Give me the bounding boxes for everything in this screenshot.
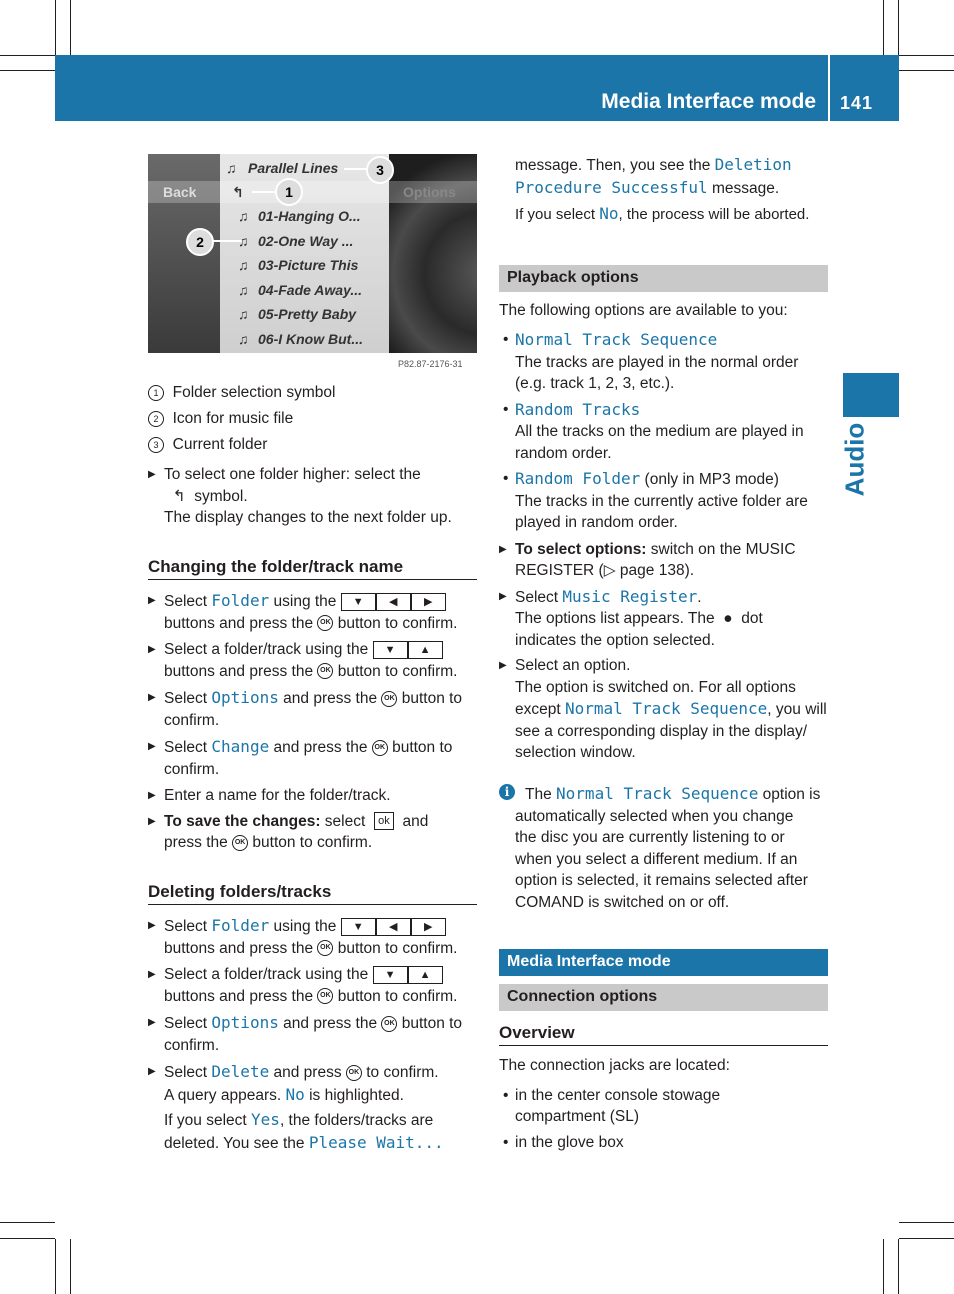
crop-mark: [883, 1239, 884, 1294]
screenshot-options-label: Options: [403, 184, 456, 200]
info-note: i The Normal Track Sequence option is automatically selected when you change the disc you are currently listening to or when you select a different medium. If an option is selected, it remains selected after COMAND is switched on or off.: [515, 783, 835, 913]
crop-mark: [899, 70, 954, 71]
connection-jacks: The connection jacks are located: • in the center console stowage compartment (SL) • in the glove box: [499, 1057, 730, 1151]
screenshot-code: P82.87-2176-31: [398, 359, 463, 369]
heading-rule: [499, 1045, 828, 1046]
heading-rule: [148, 904, 477, 905]
crop-mark: [898, 1239, 899, 1294]
crop-mark: [899, 55, 954, 56]
crop-mark: [70, 1239, 71, 1294]
crop-mark: [55, 0, 56, 55]
playback-options-list: • Normal Track Sequence The tracks are played in the normal order (e.g. track 1, 2, 3, etc.). • Random Tracks All the tracks on the medium are played in random order. • Random Folder (only in MP3 mode) The tracks in the currently active folder are played in random order. ▶ To select options: switch on the MUSIC REGISTER (▷ page 138). ▶ Select Music Register. The options list appears. The ● dot indicates the option selected. ▶ Select an option. The option is switched on. For all options except Normal Track Sequence, you will see a corresponding display in the display/ selection window.: [515, 329, 835, 764]
chapter-tab: [843, 373, 899, 417]
crop-mark: [898, 0, 899, 55]
screenshot-folder-icon: ♫: [226, 160, 237, 176]
ok-icon: OK: [381, 691, 397, 707]
crop-mark: [0, 1238, 55, 1239]
screenshot-current-folder: Parallel Lines: [248, 160, 339, 176]
legend-item: 2 Icon for music file: [148, 408, 293, 430]
screenshot-back-label: Back: [163, 184, 197, 200]
crop-mark: [899, 1238, 954, 1239]
screenshot-track: 02-One Way ...: [258, 232, 354, 249]
screenshot-track: 01-Hanging O...: [258, 208, 361, 224]
crop-mark: [899, 1222, 954, 1223]
chapter-label: Audio: [839, 422, 870, 497]
ok-icon: OK: [346, 1065, 362, 1081]
music-file-icon: ♫: [238, 331, 249, 347]
header-divider: [828, 55, 830, 121]
step-folder-up: ▶ To select one folder higher: select the ↰ symbol. The display changes to the next folder up.: [164, 464, 484, 529]
up-folder-icon: ↰: [172, 487, 186, 505]
screenshot-track: 04-Fade Away...: [258, 281, 363, 298]
ok-icon: OK: [317, 940, 333, 956]
callout-3: 3: [366, 156, 394, 184]
info-icon: i: [499, 784, 515, 800]
callout-2: 2: [186, 228, 214, 256]
music-file-icon: ♫: [238, 306, 249, 323]
ok-icon: OK: [232, 835, 248, 851]
deletion-message: message. Then, you see the Deletion Procedure Successful message. If you select No, the process will be aborted.: [515, 155, 810, 223]
ok-icon: OK: [317, 988, 333, 1004]
section-bar-playback: Playback options: [499, 265, 828, 292]
option-random-tracks: Random Tracks: [515, 399, 641, 419]
crop-mark: [55, 1239, 56, 1294]
crop-mark: [0, 55, 55, 56]
dot-icon: ●: [723, 610, 733, 627]
legend-item: 3 Current folder: [148, 434, 267, 456]
heading-overview: Overview: [499, 1023, 575, 1042]
screenshot-track: 05-Pretty Baby: [258, 306, 357, 323]
crop-mark: [70, 0, 71, 55]
music-file-icon: ♫: [238, 257, 249, 274]
steps-change-name: ▶ Select Folder using the ▼ ◀ ▶ buttons and press the OK button to confirm. ▶ Select a folder/track using the ▼ ▲ buttons and press the OK button to confirm. ▶ Select Options and press the OK button to confirm. ▶ Select Change and press the OK button to confirm. ▶ Enter a name for the folder/track. ▶ To save the changes: select ok and press the OK button to confirm.: [164, 590, 484, 854]
screenshot-track: 03-Picture This: [258, 257, 359, 274]
screenshot-up-icon: ↰: [232, 184, 244, 200]
crop-mark: [883, 0, 884, 55]
music-file-icon: ♫: [238, 281, 249, 298]
page-title: Media Interface mode: [601, 90, 816, 113]
option-random-folder: Random Folder: [515, 469, 641, 488]
screenshot-track: 06-I Know But...: [258, 331, 363, 347]
heading-delete: Deleting folders/tracks: [148, 882, 332, 901]
ok-icon: OK: [317, 615, 333, 631]
callout-1: 1: [275, 178, 303, 206]
page-number: 141: [840, 93, 874, 113]
section-bar-connection: Connection options: [499, 984, 828, 1011]
ok-icon: OK: [381, 1016, 397, 1032]
ok-icon: OK: [372, 740, 388, 756]
steps-delete: ▶ Select Folder using the ▼ ◀ ▶ buttons and press the OK button to confirm. ▶ Select a folder/track using the ▼ ▲ buttons and press the OK button to confirm. ▶ Select Options and press the OK button to confirm. ▶ Select Delete and press OK to confirm. A query appears. No is highlighted. If you select Yes, the folders/tracks are deleted. You see the Please Wait...: [164, 915, 484, 1154]
section-bar-mim: Media Interface mode: [499, 949, 828, 976]
crop-mark: [0, 1222, 55, 1223]
option-normal-track: Normal Track Sequence: [515, 330, 718, 349]
music-file-icon: ♫: [238, 232, 249, 249]
playback-intro: The following options are available to you:: [499, 302, 788, 319]
legend-item: 1 Folder selection symbol: [148, 382, 335, 404]
heading-change-name: Changing the folder/track name: [148, 557, 404, 576]
crop-mark: [0, 70, 55, 71]
heading-rule: [148, 579, 477, 580]
ok-icon: OK: [317, 663, 333, 679]
display-screenshot: [148, 154, 477, 353]
music-file-icon: ♫: [238, 208, 249, 224]
